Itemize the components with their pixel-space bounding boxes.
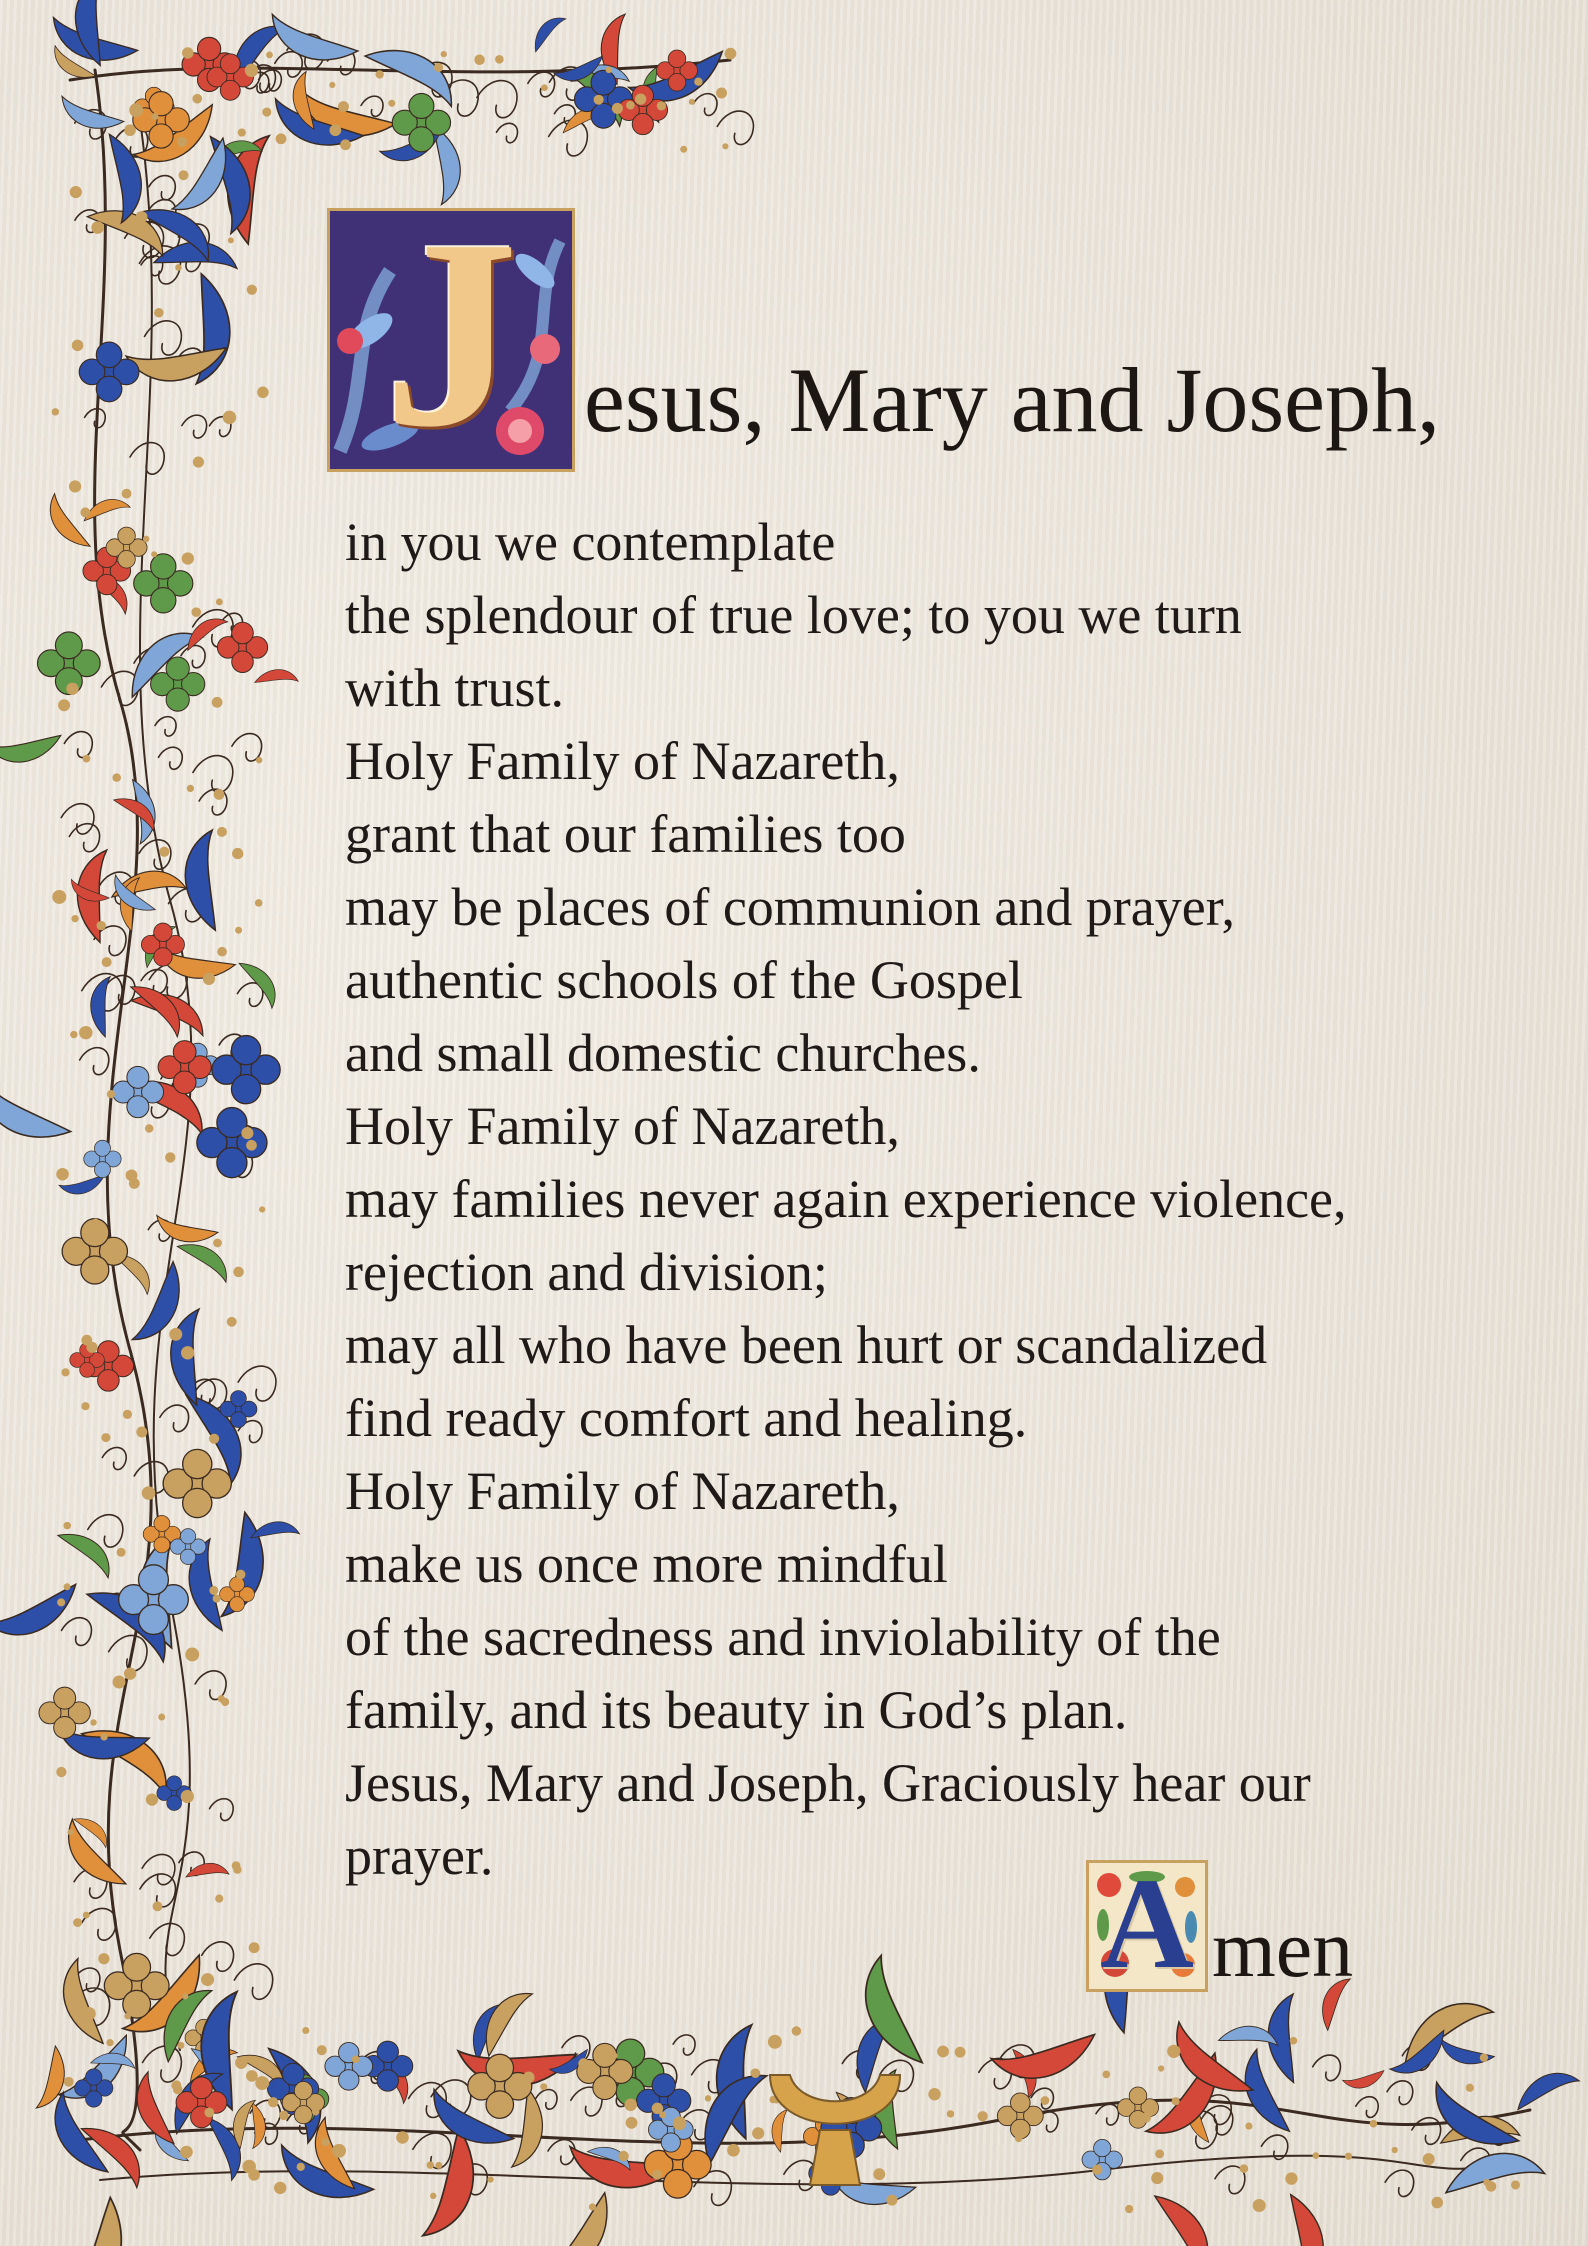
verse-line: the splendour of true love; to you we turn <box>345 585 1242 645</box>
verse-line: Jesus, Mary and Joseph, Graciously hear our <box>345 1753 1311 1813</box>
verse-line: make us once more mindful <box>345 1534 948 1594</box>
verse-line: rejection and division; <box>345 1242 828 1302</box>
verse-line: grant that our families too <box>345 804 906 864</box>
initial-j-letter: J <box>383 208 519 472</box>
verse-line: family, and its beauty in God’s plan. <box>345 1680 1128 1740</box>
illuminated-initial-a <box>1086 1860 1208 1992</box>
verse-line: may families never again experience violence, <box>345 1169 1347 1229</box>
verse-line: may all who have been hurt or scandalized <box>345 1315 1268 1375</box>
verse-line: Holy Family of Nazareth, <box>345 1461 900 1521</box>
verse-line: with trust. <box>345 658 565 718</box>
verse-line: prayer. <box>345 1826 494 1886</box>
verse-line: and small domestic churches. <box>345 1023 981 1083</box>
prayer-verses <box>345 506 1545 1893</box>
prayer-title: esus, Mary and Joseph, <box>584 349 1440 451</box>
verse-line: authentic schools of the Gospel <box>345 950 1023 1010</box>
verse-line: may be places of communion and prayer, <box>345 877 1236 937</box>
illuminated-initial-j <box>327 208 575 472</box>
verse-line: of the sacredness and inviolability of the <box>345 1607 1221 1667</box>
verse-line: Holy Family of Nazareth, <box>345 731 900 791</box>
verse-line: find ready comfort and healing. <box>345 1388 1028 1448</box>
amen-closing: men <box>1212 1903 1354 1994</box>
verse-line: in you we contemplate <box>345 512 836 572</box>
initial-a-letter: A <box>1100 1860 1194 1992</box>
verse-line: Holy Family of Nazareth, <box>345 1096 900 1156</box>
